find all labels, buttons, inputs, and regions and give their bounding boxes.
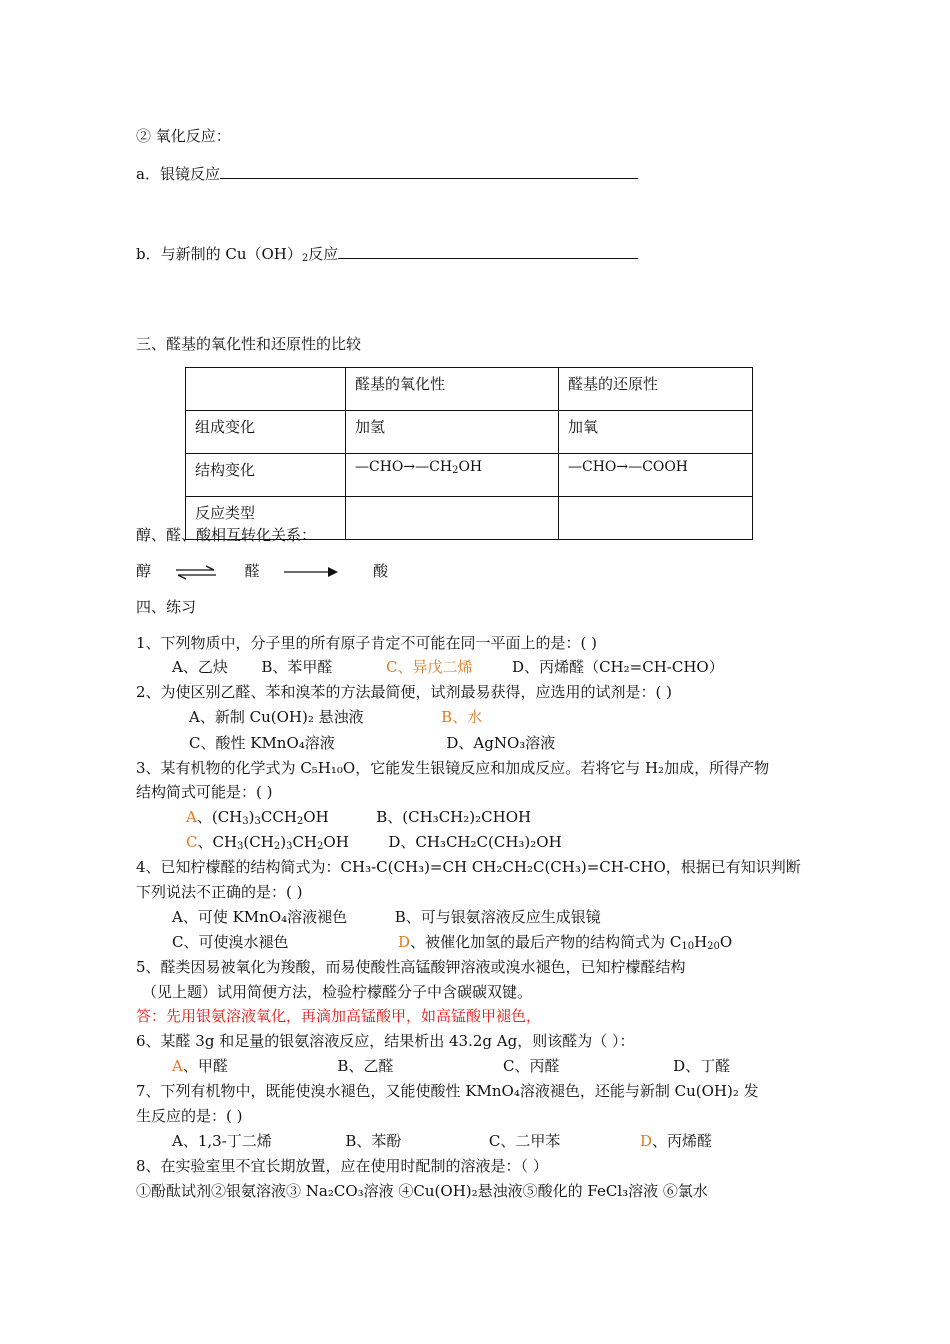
q2-option-c[interactable]: C、酸性 KMnO₄溶液	[189, 734, 335, 752]
q1-options	[172, 657, 724, 677]
table-row	[186, 454, 753, 497]
cell-structure-reducing: —CHO→—COOH	[559, 454, 753, 497]
comparison-table	[185, 367, 753, 540]
q3-stem-line2: 结构简式可能是：( )	[136, 783, 273, 801]
q7-option-b[interactable]: B、苯酚	[345, 1132, 402, 1150]
q5-answer: 答：先用银氨溶液氧化，再滴加高锰酸甲，如高锰酸甲褪色，	[136, 1007, 542, 1025]
cuoh2-reaction-line: b．与新制的 $Cu(OH)_2$反应	[136, 244, 638, 264]
q3-stem-line1: 3、某有机物的化学式为 C₅H₁₀O，它能发生银镜反应和加成反应。若将它与 H₂加成，所得产物	[136, 759, 770, 777]
q7-stem-line1: 7、下列有机物中，既能使溴水褪色，又能使酸性 KMnO₄溶液褪色，还能与新制 Cu(OH)₂ 发	[136, 1082, 759, 1100]
table-header-reducing: 醛基的还原性	[559, 368, 753, 411]
q3-option-b[interactable]: B、(CH₃CH₂)₂CHOH	[376, 808, 532, 826]
q7-option-d[interactable]: D、丙烯醛	[639, 1132, 713, 1150]
q6-option-c[interactable]: C、丙醛	[503, 1057, 560, 1075]
q5-stem-line1: 5、醛类因易被氧化为羧酸，而易使酸性高锰酸钾溶液或溴水褪色，已知柠檬醛结构	[136, 958, 686, 976]
q4-stem-line1: 4、已知柠檬醛的结构简式为：CH₃-C(CH₃)=CH CH₂CH₂C(CH₃)=CH-CHO，根据已有知识判断	[136, 858, 801, 876]
q4-option-a[interactable]: A、可使 KMnO₄溶液褪色	[172, 908, 348, 926]
right-arrow-icon: →	[616, 459, 629, 475]
q1-option-a[interactable]: A、乙炔	[172, 658, 228, 676]
table-header-row	[186, 368, 753, 411]
q2-options-row2	[189, 733, 555, 753]
cuoh2-reaction-label: b．与新制的 Cu（OH）	[136, 245, 302, 263]
q4-option-d[interactable]: D、被催化加氢的最后产物的结构简式为 $C_{10}H_{20}O$	[398, 933, 733, 952]
row-label-structure: 结构变化	[186, 454, 346, 497]
q4-options-row1	[172, 907, 601, 927]
right-arrow-icon	[284, 566, 338, 578]
q5-stem-line2: （见上题）试用简便方法，检验柠檬醛分子中含碳碳双键。	[142, 983, 533, 1001]
cell-composition-oxidizing: 加氢	[346, 411, 559, 454]
row-label-reaction-type: 反应类型	[186, 497, 346, 540]
relation-diagram	[136, 561, 388, 581]
q2-stem: 2、为使区别乙醛、苯和溴苯的方法最简便，试剂最易获得，应选用的试剂是：( )	[136, 683, 673, 701]
table-header-empty	[186, 368, 346, 411]
right-arrow-icon: →	[403, 459, 416, 475]
q7-option-c[interactable]: C、二甲苯	[488, 1132, 561, 1150]
q3-options-row2	[186, 832, 562, 852]
silver-mirror-line	[136, 164, 638, 184]
q3-option-d[interactable]: D、CH₃CH₂C(CH₃)₂OH	[388, 833, 562, 851]
cuoh2-reaction-blank[interactable]	[338, 244, 638, 259]
q4-options-row2	[172, 932, 732, 952]
q2-option-a[interactable]: A、新制 Cu(OH)₂ 悬浊液	[189, 708, 364, 726]
silver-mirror-blank[interactable]	[220, 164, 638, 179]
q2-option-d[interactable]: D、AgNO₃溶液	[446, 734, 556, 752]
cell-reaction-type-oxidizing[interactable]	[346, 497, 559, 540]
q2-options-row1	[189, 707, 482, 727]
q6-stem: 6、某醛 3g 和足量的银氨溶液反应，结果析出 43.2g Ag，则该醛为（ ）：	[136, 1032, 635, 1050]
q3-option-c[interactable]: C、$CH_3(CH_2)_3CH_2OH$	[186, 833, 349, 852]
silver-mirror-label: a．银镜反应	[136, 165, 220, 183]
relation-alcohol: 醇	[136, 562, 152, 580]
q3-option-a[interactable]: A、$(CH_3)_3CCH_2OH$	[186, 808, 329, 827]
q7-options	[172, 1131, 712, 1151]
q1-option-c[interactable]: C、异戊二烯	[386, 658, 473, 676]
oxidation-heading: ② 氧化反应：	[136, 127, 231, 145]
cell-composition-reducing: 加氧	[559, 411, 753, 454]
q6-option-b[interactable]: B、乙醛	[337, 1057, 394, 1075]
q3-options-row1	[186, 807, 531, 827]
q6-option-a[interactable]: A	[172, 1057, 183, 1075]
cell-reaction-type-reducing[interactable]	[559, 497, 753, 540]
q4-option-c[interactable]: C、可使溴水褪色	[172, 933, 289, 951]
q1-option-b[interactable]: B、苯甲醛	[261, 658, 333, 676]
row-label-composition: 组成变化	[186, 411, 346, 454]
table-row	[186, 411, 753, 454]
table-header-oxidizing: 醛基的氧化性	[346, 368, 559, 411]
relation-title: 醇、醛、酸相互转化关系：	[136, 526, 317, 544]
relation-aldehyde: 醛	[244, 562, 260, 580]
q6-option-d[interactable]: D、丁醛	[673, 1057, 731, 1075]
q6-options: A、甲醛 B、乙醛 C、丙醛 D、丁醛	[172, 1057, 731, 1075]
q4-option-b[interactable]: B、可与银氨溶液反应生成银镜	[394, 908, 601, 926]
q7-stem-line2: 生反应的是：( )	[136, 1107, 243, 1125]
q1-stem: 1、下列物质中，分子里的所有原子肯定不可能在同一平面上的是：( )	[136, 634, 598, 652]
q8-options: ①酚酞试剂②银氨溶液③ Na₂CO₃溶液 ④Cu(OH)₂悬浊液⑤酸化的 FeCl₃溶液 ⑥氯水	[136, 1182, 708, 1200]
q7-option-a[interactable]: A、1,3-丁二烯	[172, 1132, 272, 1150]
section3-title: 三、醛基的氧化性和还原性的比较	[136, 335, 362, 353]
q1-option-d[interactable]: D、丙烯醛（CH₂=CH-CHO）	[512, 658, 724, 676]
q2-option-b[interactable]: B、水	[441, 708, 483, 726]
section4-title: 四、练习	[136, 598, 197, 616]
relation-acid: 酸	[373, 562, 389, 580]
cell-structure-oxidizing: $—CHO\to—CH_2OH$	[346, 454, 559, 497]
q8-stem: 8、在实验室里不宜长期放置，应在使用时配制的溶液是：（ ）	[136, 1157, 548, 1175]
q4-stem-line2: 下列说法不正确的是：( )	[136, 883, 303, 901]
equilibrium-arrow-icon	[174, 564, 218, 580]
